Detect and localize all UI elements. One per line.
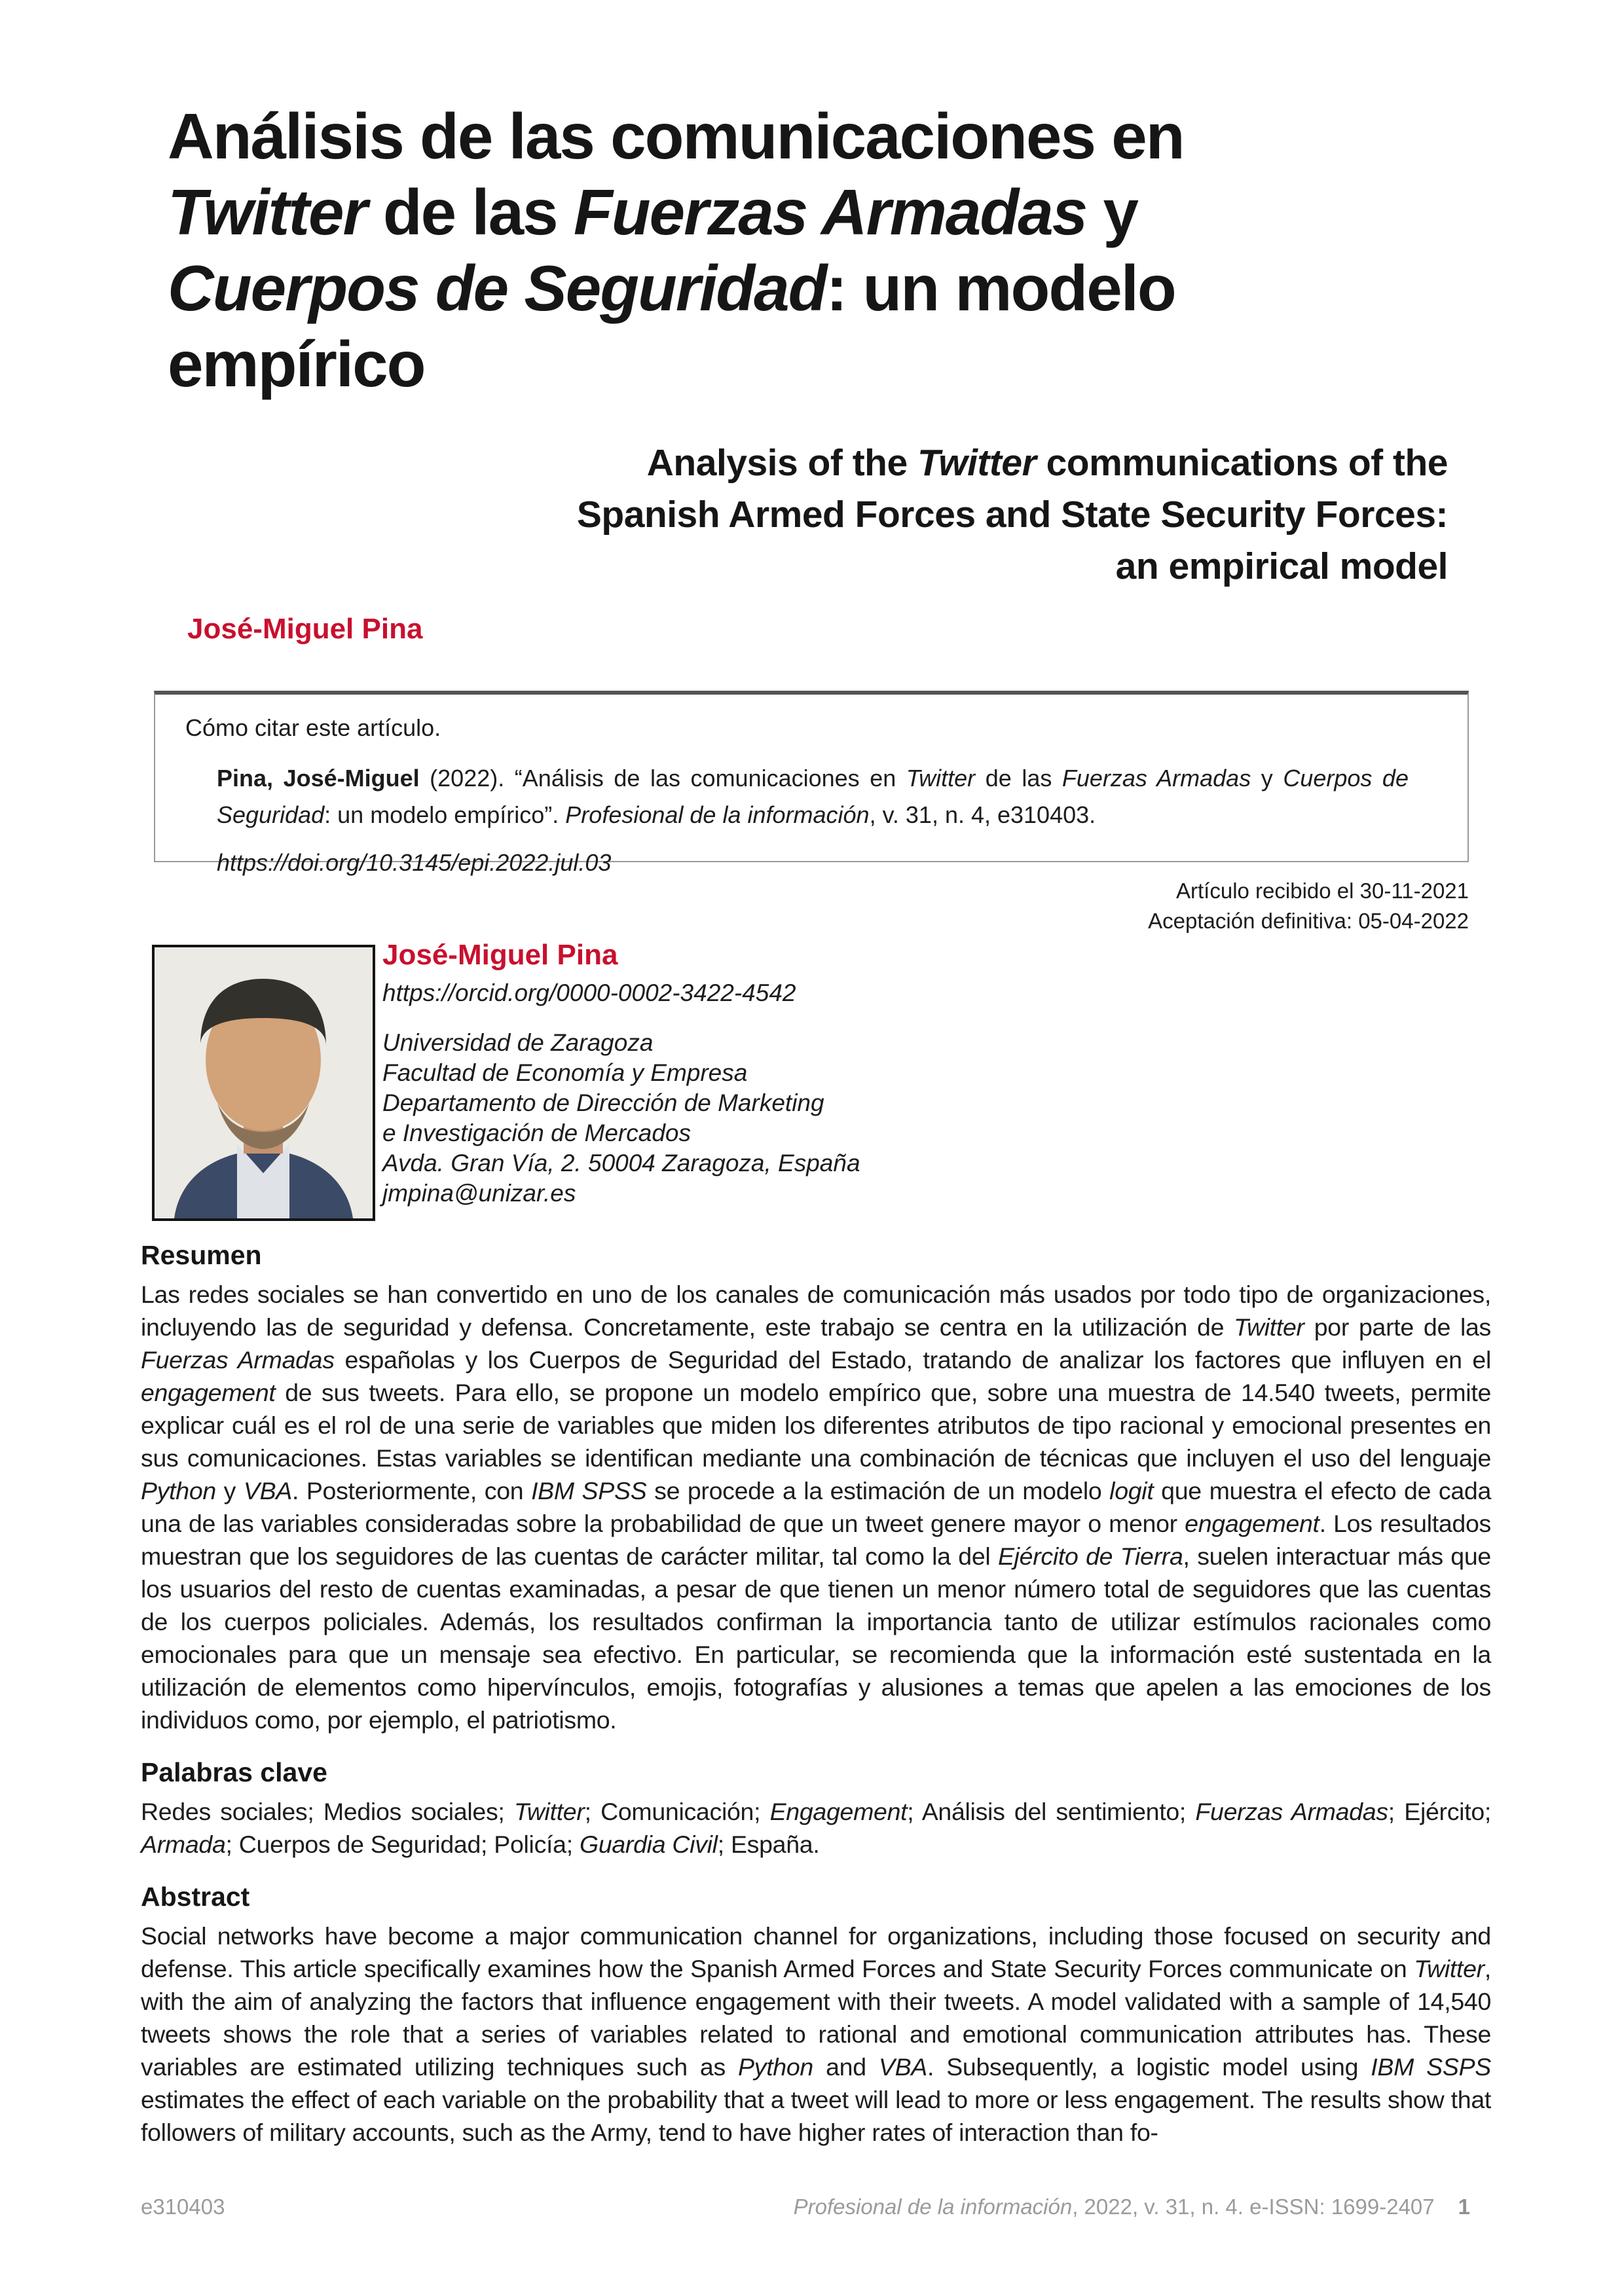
- article-dates: [141, 876, 1469, 936]
- section-heading-keywords: Palabras clave: [141, 1757, 327, 1787]
- citation-reference: Pina, José-Miguel (2022). “Análisis de las comunicaciones en Twitter de las Fuerzas Armadas y Cuerpos de Seguridad: un modelo empírico”. Profesional de la información, v. 31, n. 4, e310403.: [217, 765, 1409, 828]
- author-card-name: José-Miguel Pina: [382, 939, 618, 971]
- affiliation-line: e Investigación de Mercados: [382, 1120, 691, 1146]
- author-name-heading: José-Miguel Pina: [187, 613, 423, 645]
- article-title-es: [168, 98, 1464, 402]
- article-title-en: [141, 437, 1448, 592]
- date-received: Artículo recibido el 30-11-2021: [1176, 879, 1469, 903]
- author-affiliation: [382, 1028, 1299, 1209]
- keywords-paragraph: Redes sociales; Medios sociales; Twitter; Comunicación; Engagement; Análisis del sentimiento; Fuerzas Armadas; Ejército; Armada; Cuerpos de Seguridad; Policía; Guardia Civil; España.: [141, 1798, 1492, 1858]
- resumen-paragraph: Las redes sociales se han convertido en uno de los canales de comunicación más usados por todo tipo de organizaciones, incluyendo las de seguridad y defensa. Concretamente, este trabajo se centra en la utilización de Twitter por parte de las Fuerzas Armadas españolas y los Cuerpos de Seguridad del Estado, tratando de analizar los factores que influyen en el engagement de sus tweets. Para ello, se propone un modelo empírico que, sobre una muestra de 14.540 tweets, permite explicar cuál es el rol de una serie de variables que miden los diferentes atributos de tipo racional y emocional presentes en sus comunicaciones. Estas variables se identifican mediante una combinación de técnicas que incluyen el uso del lenguaje Python y VBA. Posteriormente, con IBM SPSS se procede a la estimación de un modelo logit que muestra el efecto de cada una de las variables consideradas sobre la probabilidad de que un tweet genere mayor o menor engagement. Los resultados muestran que los seguidores de las cuentas de carácter militar, tal como la del Ejército de Tierra, suelen interactuar más que los usuarios del resto de cuentas examinadas, a pesar de que tienen un menor número total de seguidores que las cuentas de los cuerpos policiales. Además, los resultados confirman la importancia tanto de utilizar estímulos racionales como emocionales para que un mensaje sea efectivo. En particular, se recomienda que la información esté sustentada en la utilización de elementos como hipervínculos, emojis, fotografías y alusiones a temas que apelen a las emociones de los individuos como, por ejemplo, el patriotismo.: [141, 1281, 1491, 1734]
- footer-page-number: 1: [1458, 2195, 1470, 2219]
- title-en-line: Spanish Armed Forces and State Security Forces:: [576, 494, 1448, 536]
- author-email-link[interactable]: jmpina@unizar.es: [382, 1180, 576, 1207]
- section-heading-abstract: Abstract: [141, 1882, 250, 1912]
- title-es-line: Cuerpos de Seguridad: un modelo: [168, 252, 1175, 324]
- title-es-line: empírico: [168, 328, 425, 400]
- author-address: Avda. Gran Vía, 2. 50004 Zaragoza, España: [382, 1150, 860, 1176]
- author-photo: [152, 945, 375, 1221]
- citation-box: [154, 691, 1469, 876]
- author-orcid-link[interactable]: https://orcid.org/0000-0002-3422-4542: [382, 979, 796, 1006]
- section-heading-resumen: Resumen: [141, 1240, 262, 1270]
- footer-journal-info: [794, 2195, 1470, 2219]
- date-accepted: Aceptación definitiva: 05-04-2022: [1148, 909, 1469, 933]
- title-es-line: Análisis de las comunicaciones en: [168, 100, 1184, 172]
- title-en-line: Analysis of the Twitter communications of the: [646, 442, 1448, 484]
- footer-journal-citation: Profesional de la información, 2022, v. 31, n. 4. e-ISSN: 1699-2407: [793, 2195, 1435, 2219]
- title-es-line: Twitter de las Fuerzas Armadas y: [168, 176, 1137, 248]
- affiliation-line: Departamento de Dirección de Marketing: [382, 1089, 824, 1116]
- citation-intro: Cómo citar este artículo.: [185, 714, 441, 741]
- person-icon: [155, 947, 373, 1218]
- affiliation-line: Universidad de Zaragoza: [382, 1029, 654, 1056]
- title-en-line: an empirical model: [1115, 545, 1448, 587]
- abstract-paragraph: Social networks have become a major communication channel for organizations, including those focused on security and defense. This article specifically examines how the Spanish Armed Forces and State Security Forces communicate on Twitter, with the aim of analyzing the factors that influence engagement with their tweets. A model validated with a sample of 14,540 tweets shows the role that a series of variables related to rational and emotional communication attributes has. These variables are estimated utilizing techniques such as Python and VBA. Subsequently, a logistic model using IBM SSPS estimates the effect of each variable on the probability that a tweet will lead to more or less engagement. The results show that followers of military accounts, such as the Army, tend to have higher rates of interaction than fo-: [141, 1922, 1491, 2146]
- footer-article-id: e310403: [141, 2195, 225, 2219]
- citation-doi-link[interactable]: https://doi.org/10.3145/epi.2022.jul.03: [217, 849, 612, 876]
- affiliation-line: Facultad de Economía y Empresa: [382, 1059, 748, 1086]
- author-card: [382, 938, 1299, 1209]
- page-footer: [141, 2195, 1470, 2219]
